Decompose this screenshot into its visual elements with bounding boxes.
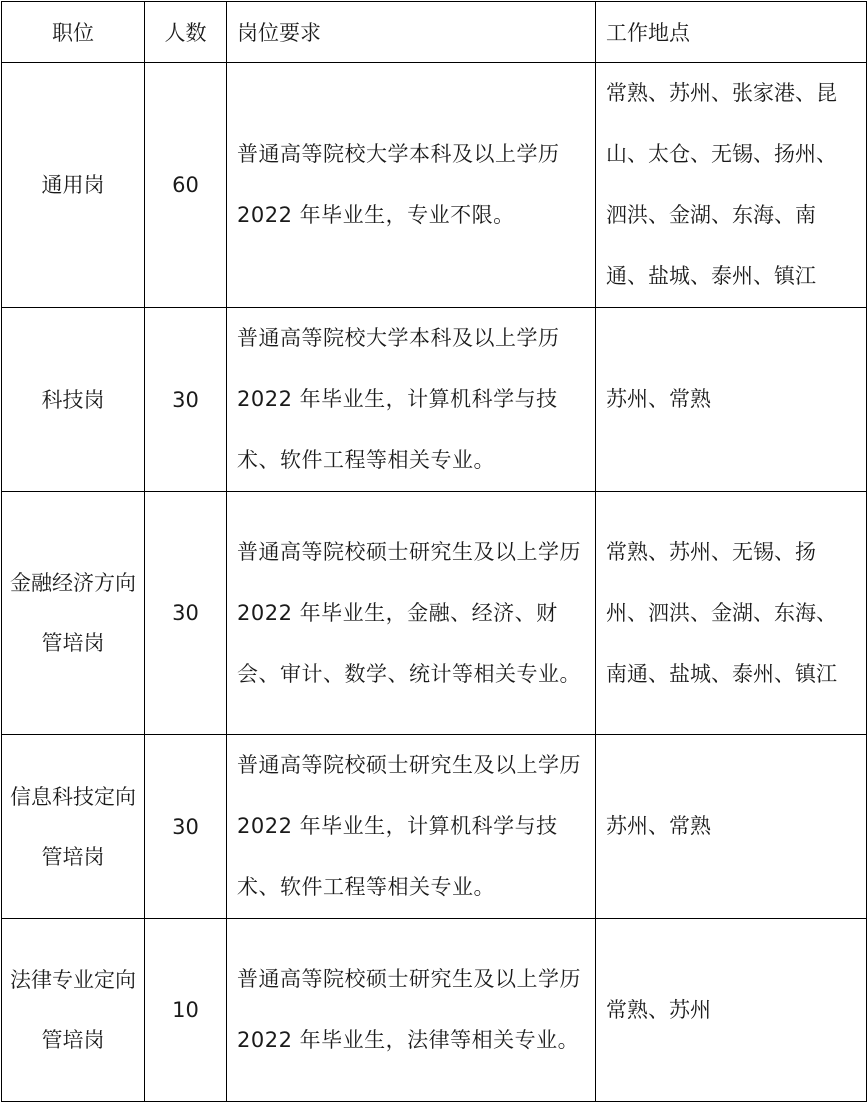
cell-position: 金融经济方向管培岗 [2, 492, 145, 735]
header-position: 职位 [2, 2, 145, 63]
cell-count: 10 [145, 919, 227, 1102]
cell-location: 苏州、常熟 [596, 308, 867, 492]
cell-count: 60 [145, 63, 227, 308]
cell-requirement: 普通高等院校大学本科及以上学历 2022 年毕业生，专业不限。 [227, 63, 596, 308]
table-row [2, 919, 867, 1102]
cell-requirement: 普通高等院校硕士研究生及以上学历 2022 年毕业生，金融、经济、财会、审计、数学、统计等相关专业。 [227, 492, 596, 735]
cell-position: 通用岗 [2, 63, 145, 308]
table-row [2, 63, 867, 308]
cell-position: 信息科技定向管培岗 [2, 735, 145, 919]
header-requirement: 岗位要求 [227, 2, 596, 63]
cell-position: 科技岗 [2, 308, 145, 492]
table-row [2, 308, 867, 492]
table-row [2, 735, 867, 919]
header-count: 人数 [145, 2, 227, 63]
cell-requirement: 普通高等院校硕士研究生及以上学历 2022 年毕业生，法律等相关专业。 [227, 919, 596, 1102]
recruitment-table [1, 1, 867, 1102]
cell-count: 30 [145, 492, 227, 735]
header-row [2, 2, 867, 63]
table-row [2, 492, 867, 735]
cell-requirement: 普通高等院校硕士研究生及以上学历 2022 年毕业生，计算机科学与技术、软件工程等相关专业。 [227, 735, 596, 919]
header-location: 工作地点 [596, 2, 867, 63]
cell-requirement: 普通高等院校大学本科及以上学历 2022 年毕业生，计算机科学与技术、软件工程等相关专业。 [227, 308, 596, 492]
cell-count: 30 [145, 735, 227, 919]
cell-count: 30 [145, 308, 227, 492]
cell-location: 常熟、苏州、无锡、扬州、泗洪、金湖、东海、南通、盐城、泰州、镇江 [596, 492, 867, 735]
cell-location: 常熟、苏州、张家港、昆山、太仓、无锡、扬州、泗洪、金湖、东海、南通、盐城、泰州、镇江 [596, 63, 867, 308]
cell-location: 苏州、常熟 [596, 735, 867, 919]
cell-location: 常熟、苏州 [596, 919, 867, 1102]
cell-position: 法律专业定向管培岗 [2, 919, 145, 1102]
